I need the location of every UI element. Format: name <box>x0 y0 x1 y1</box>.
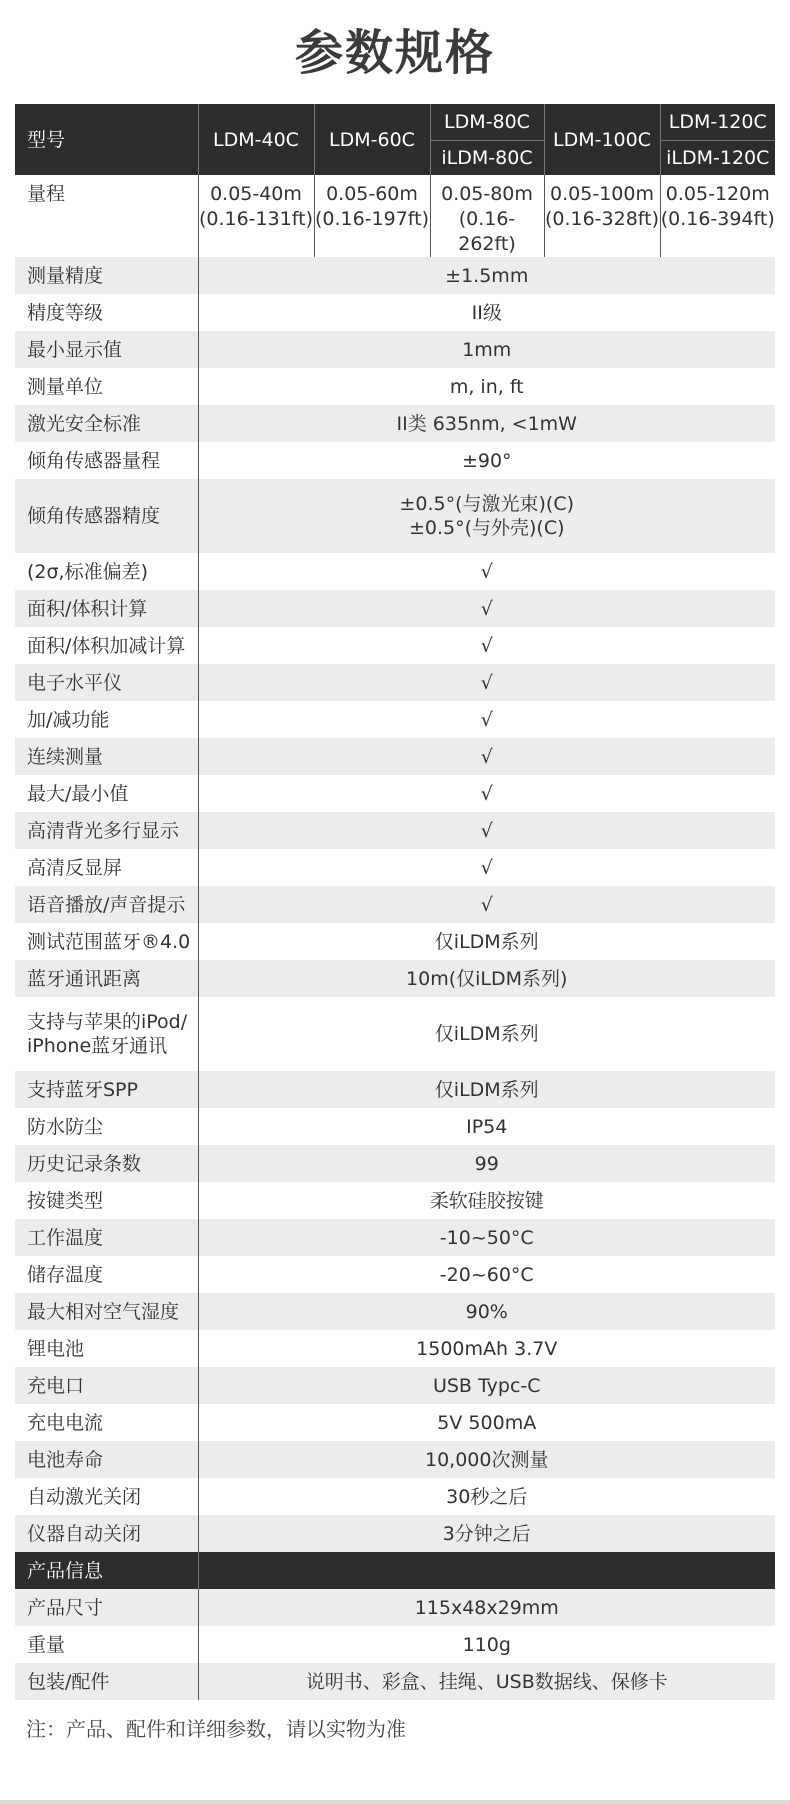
spec-row <box>15 960 775 997</box>
spec-row <box>15 331 775 368</box>
spec-value: √ <box>198 849 775 886</box>
spec-table <box>15 104 775 1700</box>
spec-value: 1500mAh 3.7V <box>198 1330 775 1367</box>
spec-value: √ <box>198 590 775 627</box>
range-cell: 0.05-80m (0.16-262ft) <box>430 175 544 257</box>
page-title: 参数规格 <box>294 25 495 81</box>
spec-value: √ <box>198 886 775 923</box>
spec-label: 防水防尘 <box>15 1108 198 1145</box>
spec-label: 包装/配件 <box>15 1663 198 1700</box>
spec-value: √ <box>198 738 775 775</box>
spec-label: 支持与苹果的iPod/ iPhone蓝牙通讯 <box>15 997 198 1071</box>
spec-label: 支持蓝牙SPP <box>15 1071 198 1108</box>
spec-row <box>15 775 775 812</box>
spec-value: 99 <box>198 1145 775 1182</box>
section-header-fill <box>198 1552 775 1589</box>
spec-row <box>15 1441 775 1478</box>
spec-row <box>15 257 775 294</box>
spec-row <box>15 1626 775 1663</box>
spec-row <box>15 664 775 701</box>
spec-value: 115x48x29mm <box>198 1589 775 1626</box>
spec-row <box>15 1404 775 1441</box>
model-header-cell: LDM-40C <box>198 104 314 175</box>
spec-value: m, in, ft <box>198 368 775 405</box>
spec-row <box>15 294 775 331</box>
spec-row <box>15 590 775 627</box>
spec-row <box>15 627 775 664</box>
spec-value: √ <box>198 775 775 812</box>
spec-value: 30秒之后 <box>198 1478 775 1515</box>
model-header-label: 型号 <box>15 104 198 175</box>
footnote: 注：产品、配件和详细参数，请以实物为准 <box>26 1717 406 1741</box>
range-cell: 0.05-120m (0.16-394ft) <box>660 175 775 257</box>
section-title: 产品信息 <box>15 1552 198 1589</box>
range-cell: 0.05-100m (0.16-328ft) <box>544 175 660 257</box>
spec-label: 蓝牙通讯距离 <box>15 960 198 997</box>
spec-label: 测量单位 <box>15 368 198 405</box>
spec-label: 锂电池 <box>15 1330 198 1367</box>
spec-label: 电子水平仪 <box>15 664 198 701</box>
spec-value: √ <box>198 812 775 849</box>
spec-value: 仅iLDM系列 <box>198 1071 775 1108</box>
range-cell: 0.05-60m (0.16-197ft) <box>314 175 430 257</box>
spec-row <box>15 997 775 1071</box>
spec-value: -20~60°C <box>198 1256 775 1293</box>
spec-row <box>15 1108 775 1145</box>
model-header-cell: LDM-100C <box>544 104 660 175</box>
spec-row <box>15 923 775 960</box>
spec-row <box>15 442 775 479</box>
spec-value: USB Typc-C <box>198 1367 775 1404</box>
model-header-cell: LDM-80C <box>430 104 544 140</box>
spec-label: 重量 <box>15 1626 198 1663</box>
spec-value: √ <box>198 664 775 701</box>
spec-label: 高清反显屏 <box>15 849 198 886</box>
spec-label: 激光安全标准 <box>15 405 198 442</box>
spec-row <box>15 1589 775 1626</box>
spec-row <box>15 405 775 442</box>
spec-label: 倾角传感器精度 <box>15 479 198 553</box>
spec-row <box>15 1330 775 1367</box>
spec-label: 面积/体积计算 <box>15 590 198 627</box>
spec-label: (2σ,标准偏差) <box>15 553 198 590</box>
spec-value: ±1.5mm <box>198 257 775 294</box>
model-header-subcell: iLDM-120C <box>660 140 775 175</box>
spec-value: √ <box>198 627 775 664</box>
range-label: 量程 <box>15 175 198 257</box>
spec-label: 储存温度 <box>15 1256 198 1293</box>
section-header-row <box>15 1552 775 1589</box>
spec-row <box>15 812 775 849</box>
spec-label: 测量精度 <box>15 257 198 294</box>
spec-row <box>15 1071 775 1108</box>
spec-value: ±0.5°(与激光束)(C) ±0.5°(与外壳)(C) <box>198 479 775 553</box>
range-cell: 0.05-40m (0.16-131ft) <box>198 175 314 257</box>
spec-label: 面积/体积加减计算 <box>15 627 198 664</box>
spec-row <box>15 1663 775 1700</box>
spec-value: -10~50°C <box>198 1219 775 1256</box>
spec-label: 充电口 <box>15 1367 198 1404</box>
model-header-cell: LDM-60C <box>314 104 430 175</box>
model-header-cell: LDM-120C <box>660 104 775 140</box>
spec-label: 最小显示值 <box>15 331 198 368</box>
spec-value: 说明书、彩盒、挂绳、USB数据线、保修卡 <box>198 1663 775 1700</box>
spec-label: 测试范围蓝牙®4.0 <box>15 923 198 960</box>
spec-row <box>15 886 775 923</box>
spec-row <box>15 1515 775 1552</box>
spec-value: II类 635nm, <1mW <box>198 405 775 442</box>
spec-label: 产品尺寸 <box>15 1589 198 1626</box>
spec-label: 加/减功能 <box>15 701 198 738</box>
spec-value: II级 <box>198 294 775 331</box>
spec-row <box>15 1256 775 1293</box>
spec-label: 语音播放/声音提示 <box>15 886 198 923</box>
spec-label: 连续测量 <box>15 738 198 775</box>
spec-value: 5V 500mA <box>198 1404 775 1441</box>
spec-value: 10m(仅iLDM系列) <box>198 960 775 997</box>
spec-row <box>15 849 775 886</box>
spec-label: 仪器自动关闭 <box>15 1515 198 1552</box>
spec-row <box>15 553 775 590</box>
spec-row <box>15 1219 775 1256</box>
spec-label: 工作温度 <box>15 1219 198 1256</box>
spec-value: 仅iLDM系列 <box>198 997 775 1071</box>
spec-value: 柔软硅胶按键 <box>198 1182 775 1219</box>
spec-label: 历史记录条数 <box>15 1145 198 1182</box>
spec-row <box>15 1293 775 1330</box>
spec-value: 1mm <box>198 331 775 368</box>
bottom-rule <box>0 1800 790 1804</box>
spec-label: 高清背光多行显示 <box>15 812 198 849</box>
spec-row <box>15 738 775 775</box>
spec-row <box>15 1367 775 1404</box>
spec-value: 110g <box>198 1626 775 1663</box>
spec-value: √ <box>198 701 775 738</box>
spec-label: 最大/最小值 <box>15 775 198 812</box>
spec-label: 倾角传感器量程 <box>15 442 198 479</box>
spec-row <box>15 368 775 405</box>
spec-value: 90% <box>198 1293 775 1330</box>
spec-label: 自动激光关闭 <box>15 1478 198 1515</box>
spec-value: 仅iLDM系列 <box>198 923 775 960</box>
spec-value: 3分钟之后 <box>198 1515 775 1552</box>
model-header-subcell: iLDM-80C <box>430 140 544 175</box>
spec-label: 最大相对空气湿度 <box>15 1293 198 1330</box>
spec-value: ±90° <box>198 442 775 479</box>
spec-value: 10,000次测量 <box>198 1441 775 1478</box>
spec-label: 按键类型 <box>15 1182 198 1219</box>
spec-label: 精度等级 <box>15 294 198 331</box>
spec-row <box>15 479 775 553</box>
spec-value: IP54 <box>198 1108 775 1145</box>
spec-row <box>15 1182 775 1219</box>
spec-label: 充电电流 <box>15 1404 198 1441</box>
spec-label: 电池寿命 <box>15 1441 198 1478</box>
spec-value: √ <box>198 553 775 590</box>
spec-row <box>15 1478 775 1515</box>
spec-row <box>15 1145 775 1182</box>
spec-row <box>15 701 775 738</box>
